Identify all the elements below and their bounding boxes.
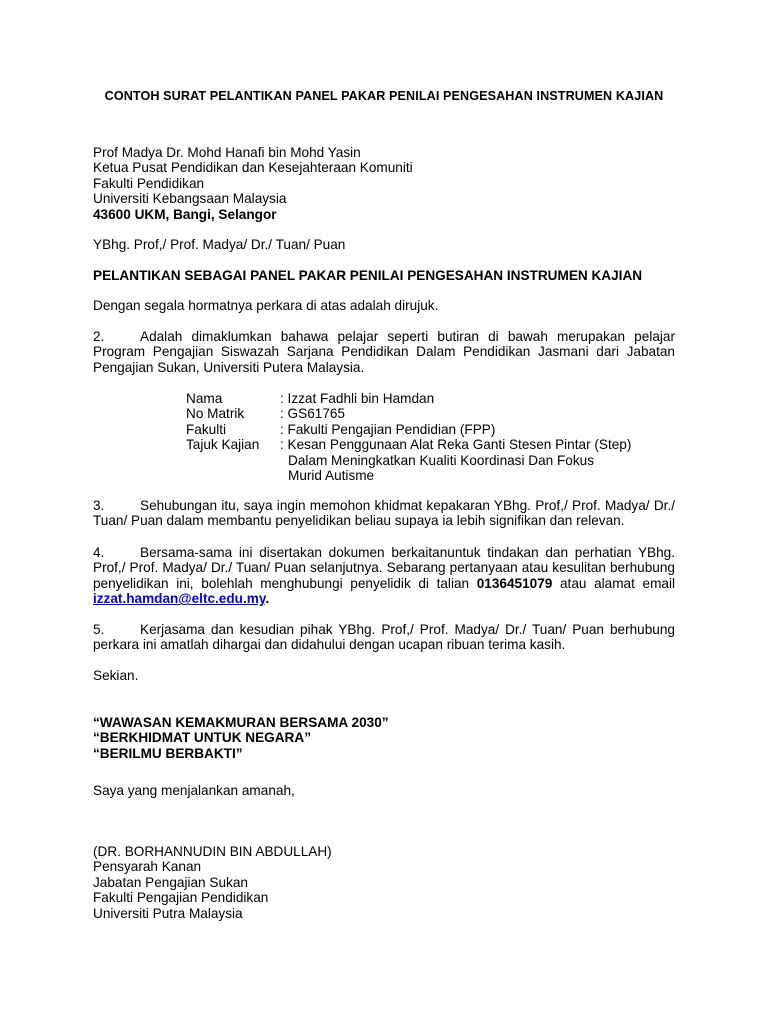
detail-value: : GS61765 xyxy=(280,406,345,422)
signatory-name: (DR. BORHANNUDIN BIN ABDULLAH) xyxy=(93,844,332,859)
detail-row xyxy=(186,406,666,421)
recipient-faculty: Fakulti Pendidikan xyxy=(93,175,205,191)
signatory-university: Universiti Putra Malaysia xyxy=(93,905,243,921)
paragraph-text: Kerjasama dan kesudian pihak YBhg. Prof,/ Prof. Madya/ Dr./ Tuan/ Puan berhubung perkara ini amatlah dihargai dan didahului dengan ucapan ribuan terima kasih. xyxy=(93,622,675,653)
detail-value: : Izzat Fadhli bin Hamdan xyxy=(280,391,435,406)
detail-row xyxy=(186,422,666,437)
slogan: “BERKHIDMAT UNTUK NEGARA” xyxy=(93,730,311,746)
slogans xyxy=(93,715,675,761)
paragraph-number: 3. xyxy=(93,498,105,513)
recipient-university: Universiti Kebangsaan Malaysia xyxy=(93,191,287,207)
salutation: YBhg. Prof,/ Prof. Madya/ Dr./ Tuan/ Puan xyxy=(93,237,346,252)
detail-label: No Matrik xyxy=(186,406,245,422)
letter-subject: PELANTIKAN SEBAGAI PANEL PAKAR PENILAI PENGESAHAN INSTRUMEN KAJIAN xyxy=(93,268,643,283)
recipient-name: Prof Madya Dr. Mohd Hanafi bin Mohd Yasin xyxy=(93,145,361,160)
phone-number: 0136451079 xyxy=(476,575,553,591)
paragraph-2 xyxy=(93,329,675,375)
signatory-faculty: Fakulti Pengajian Pendidikan xyxy=(93,890,269,906)
research-title: : Kesan Penggunaan Alat Reka Ganti Stesen Pintar (Step) Dalam Meningkatkan Kualiti Koordinasi Dan Fokus Murid Autisme xyxy=(280,437,632,484)
detail-label: Nama xyxy=(186,391,223,406)
document-title: CONTOH SURAT PELANTIKAN PANEL PAKAR PENILAI PENGESAHAN INSTRUMEN KAJIAN xyxy=(104,89,664,103)
paragraph-5 xyxy=(93,622,675,653)
signatory-block xyxy=(93,844,675,921)
recipient-postcode: 43600 UKM, Bangi, Selangor xyxy=(93,206,277,222)
detail-row xyxy=(186,391,666,406)
signatory-department: Jabatan Pengajian Sukan xyxy=(93,874,248,890)
slogan: “WAWASAN KEMAKMURAN BERSAMA 2030” xyxy=(93,715,389,730)
signatory-position: Pensyarah Kanan xyxy=(93,859,202,875)
paragraph-text: Sehubungan itu, saya ingin memohon khidmat kepakaran YBhg. Prof,/ Prof. Madya/ Dr./ Tuan/ Puan dalam membantu penyelidikan beliau supaya ia lebih signifikan dan relevan. xyxy=(93,498,675,529)
recipient-position: Ketua Pusat Pendidikan dan Kesejahteraan Komuniti xyxy=(93,160,413,176)
detail-label: Tajuk Kajian xyxy=(186,437,260,453)
student-details xyxy=(186,391,666,483)
slogan: “BERILMU BERBAKTI” xyxy=(93,745,243,761)
opening-line: Dengan segala hormatnya perkara di atas adalah dirujuk. xyxy=(93,298,439,313)
detail-row-title xyxy=(186,437,666,483)
paragraph-4: 4. Bersama-sama ini disertakan dokumen berkaitanuntuk tindakan dan perhatian YBhg. Prof,/ Prof. Madya/ Dr./ Tuan/ Puan selanjutnya. Sebarang pertanyaan atau kesulitan berhubung penyelidikan ini, bolehlah menghubungi penyelidik di talian 0136451079 atau alamat email izzat.hamdan@eltc.edu.my. xyxy=(93,545,675,607)
closing: Sekian. xyxy=(93,668,139,683)
paragraph-text: Adalah dimaklumkan bahawa pelajar seperti butiran di bawah merupakan pelajar Program Pengajian Siswazah Sarjana Pendidikan Dalam Pendidikan Jasmani dari Jabatan Pengajian Sukan, Universiti Putera Malaysia. xyxy=(93,329,675,375)
detail-value: : Fakulti Pengajian Pendidian (FPP) xyxy=(280,421,496,437)
signoff: Saya yang menjalankan amanah, xyxy=(93,783,295,798)
paragraph-number: 2. xyxy=(93,329,105,344)
paragraph-number: 5. xyxy=(93,622,105,637)
paragraph-3 xyxy=(93,498,675,529)
recipient-address xyxy=(93,145,675,222)
paragraph-number: 4. xyxy=(93,545,105,560)
detail-label: Fakulti xyxy=(186,421,227,437)
email-link[interactable]: izzat.hamdan@eltc.edu.my xyxy=(93,591,266,607)
